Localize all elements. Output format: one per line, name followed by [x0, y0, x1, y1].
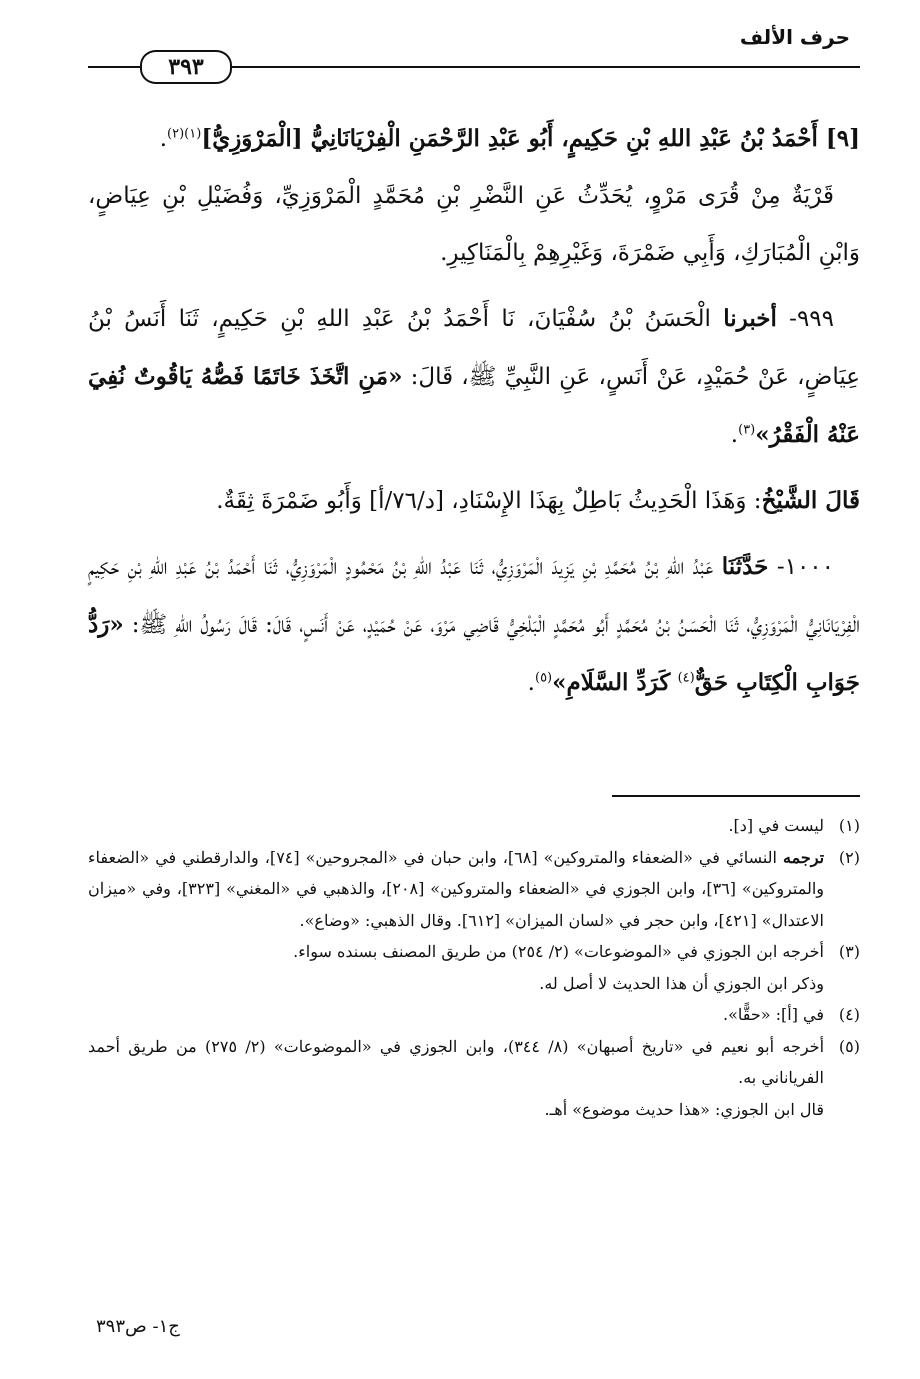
footnote-text: في [أ]: «حقًّا».: [723, 1005, 824, 1024]
footnote-number: (٤): [838, 1005, 860, 1024]
page-number-badge: [140, 50, 232, 84]
footnote-ref: (١)(٢): [167, 126, 202, 142]
hadith-end: .: [730, 422, 739, 448]
footnote-number: (٥): [838, 1036, 860, 1056]
entry-heading-end: .: [159, 126, 168, 152]
entry-description: قَرْيَةٌ مِنْ قُرَى مَرْوٍ، يُحَدِّثُ عَنِ النَّضْرِ بْنِ مُحَمَّدٍ الْمَرْوَزِيِّ، وَفُضَيْلِ بْنِ عِيَاضٍ، وَابْنِ الْمُبَارَكِ، وَأَبِي ضَمْرَةَ، وَغَيْرِهِمْ بِالْمَنَاكِيرِ.: [88, 183, 860, 266]
footnote-text: أخرجه أبو نعيم في «تاريخ أصبهان» (٨/ ٣٤٤)، وابن الجوزي في «الموضوعات» (٢/ ٢٧٥) من طريق أحمد الفرياناني به.: [88, 1036, 825, 1087]
footnote-text: ليست في [د].: [728, 816, 824, 835]
hadith-1000: [88, 538, 860, 712]
footnote-ref: (٥): [534, 670, 553, 686]
hadith-number: ١٠٠٠-: [776, 554, 835, 580]
footnote-text: النسائي في «الضعفاء والمتروكين» [٦٨]، وابن حبان في «المجروحين» [٧٤]، والدارقطني في «الضعفاء والمتروكين» [٣٦]، وابن الجوزي في «الضعفاء والمتروكين» [٢٠٨]، والذهبي في «المغني» [٣٢٣]، وفي «ميزان الاعتدال» [٤٢١]، وابن حجر في «لسان الميزان» [٦١٢]. وقال الذهبي: «وضاع».: [88, 847, 825, 930]
footnote-item: [88, 842, 860, 937]
entry-heading: [88, 110, 860, 168]
footnote-number: (٣): [838, 942, 860, 961]
hadith-chain: عَبْدُ اللهِ بْنُ مُحَمَّدِ بْنِ يَزِيدَ الْمَرْوَزِيُّ، ثَنَا عَبْدُ اللهِ بْنُ مَحْمُودٍ الْمَرْوَزِيُّ، ثَنَا أَحْمَدُ بْنُ عَبْدِ اللهِ بْنِ حَكِيمٍ الْفِرْيَانَانِيُّ الْمَرْوَزِيُّ، ثَنَا الْحَسَنُ بْنُ مُحَمَّدٍ أَبُو مُحَمَّدٍ الْبَلْخِيُّ قَاضِي مَرْوَ، عَنْ حُمَيْدٍ، عَنْ أَنَسٍ، قَالَ: قَالَ رَسُولُ اللهِ ﷺ:: [88, 554, 861, 638]
main-text: [88, 110, 860, 712]
footnote-text: أخرجه ابن الجوزي في «الموضوعات» (٢/ ٢٥٤) من طريق المصنف بسنده سواء.: [293, 942, 824, 961]
sheikh-note-text: : وَهَذَا الْحَدِيثُ بَاطِلٌ بِهَذَا الإِسْنَادِ، [د/٧٦/أ] وَأَبُو ضَمْرَةَ ثِقَةٌ.: [216, 488, 762, 514]
footnote-number: (٢): [838, 847, 860, 867]
footnotes: [88, 810, 860, 1125]
hadith-number: ٩٩٩-: [789, 306, 834, 332]
hadith-quote: كَرَدِّ السَّلَامِ»: [552, 669, 671, 696]
hadith-end: .: [527, 670, 535, 696]
footnote-item: [88, 936, 860, 999]
footnote-label: ترجمه: [783, 847, 825, 867]
footnote-text-wrap: [88, 842, 824, 937]
sheikh-note: [88, 472, 860, 530]
footnote-item: [88, 810, 860, 842]
sheikh-note-lead: قَالَ الشَّيْخُ: [761, 487, 860, 514]
hadith-quote: «مَنِ اتَّخَذَ خَاتَمًا فَصُّهُ يَاقُوتٌ نُفِيَ عَنْهُ الْفَقْرُ»: [88, 363, 860, 448]
hadith-lead-word: حَدَّثَنَا: [721, 553, 769, 580]
hadith-chain: الْحَسَنُ بْنُ سُفْيَانَ، نَا أَحْمَدُ بْنُ عَبْدِ اللهِ بْنِ حَكِيمٍ، ثَنَا أَنَسُ بْنُ عِيَاضٍ، عَنْ حُمَيْدٍ، عَنْ أَنَسٍ، عَنِ النَّبِيِّ ﷺ، قَالَ:: [88, 306, 860, 390]
footnote-item: [88, 999, 860, 1031]
hadith-999: [88, 290, 860, 464]
entry-heading-text: [٩] أَحْمَدُ بْنُ عَبْدِ اللهِ بْنِ حَكِيمٍ، أَبُو عَبْدِ الرَّحْمَنِ الْفِرْيَانَانِيُّ [الْمَرْوَزِيُّ]: [201, 125, 860, 152]
volume-page-marker: ج١- ص٣٩٣: [96, 1316, 180, 1337]
footnote-text-continued: قال ابن الجوزي: «هذا حديث موضوع» أهـ.: [544, 1099, 824, 1119]
footnote-number: (١): [838, 816, 860, 835]
footnote-ref: (٤): [677, 670, 695, 686]
hadith-lead-word: أخبرنا: [723, 305, 777, 332]
hadith-quote: «رَدُّ جَوَابِ الْكِتَابِ حَقٌّ: [88, 611, 860, 696]
footnote-ref: (٣): [738, 422, 756, 438]
footnote-separator: [612, 795, 860, 797]
page-number: ٣٩٣: [168, 54, 204, 80]
footnote-text-continued: وذكر ابن الجوزي أن هذا الحديث لا أصل له.: [539, 973, 824, 993]
running-header-title: حرف الألف: [739, 25, 850, 49]
footnote-item: [88, 1031, 860, 1126]
